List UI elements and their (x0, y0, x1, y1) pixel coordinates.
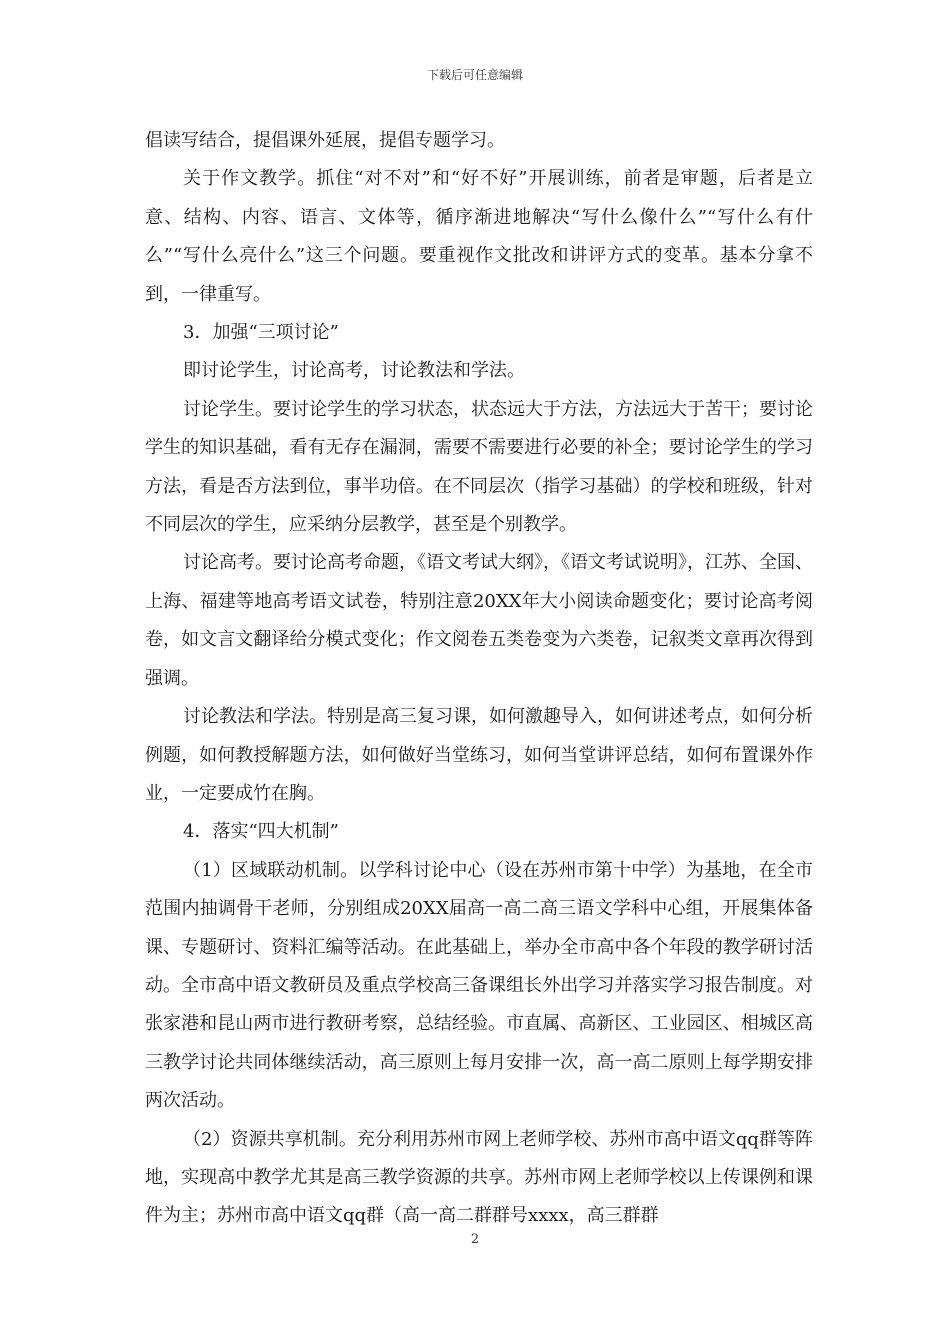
paragraph: （1）区域联动机制。以学科讨论中心（设在苏州市第十中学）为基地，在全市范围内抽调骨干老师，分别组成20XX届高一高二高三语文学科中心组，开展集体备课、专题研讨、资料汇编等活动。在此基础上，举办全市高中各个年段的教学研讨活动。全市高中语文教研员及重点学校高三备课组长外出学习并落实学习报告制度。对张家港和昆山两市进行教研考察，总结经验。市直属、高新区、工业园区、相城区高三教学讨论共同体继续活动，高三原则上每月安排一次，高一高二原则上每学期安排两次活动。 (145, 859, 813, 1112)
paragraph: （2）资源共享机制。充分利用苏州市网上老师学校、苏州市高中语文qq群等阵地，实现高中教学尤其是高三教学资源的共享。苏州市网上老师学校以上传课例和课件为主；苏州市高中语文qq群（高一高二群群号xxxx，高三群群 (145, 1128, 813, 1227)
section-heading: 4．落实“四大机制” (183, 821, 339, 843)
paragraph: 倡读写结合，提倡课外延展，提倡专题学习。 (145, 130, 505, 151)
section-heading: 3．加强“三项讨论” (183, 322, 339, 344)
page-number: 2 (470, 1232, 480, 1247)
paragraph: 讨论教法和学法。特别是高三复习课，如何激趣导入，如何讲述考点，如何分析例题，如何教授解题方法，如何做好当堂练习，如何当堂讲评总结，如何布置课外作业，一定要成竹在胸。 (145, 706, 813, 804)
paragraph: 关于作文教学。抓住“对不对”和“好不好”开展训练，前者是审题，后者是立意、结构、内容、语言、文体等，循序渐进地解决“写什么像什么”“写什么有什么”“写什么亮什么”这三个问题。要重视作文批改和讲评方式的变革。基本分拿不到，一律重写。 (145, 168, 813, 305)
paragraph: 讨论学生。要讨论学生的学习状态，状态远大于方法，方法远大于苦干；要讨论学生的知识基础，看有无存在漏洞，需要不需要进行必要的补全；要讨论学生的学习方法，看是否方法到位，事半功倍。在不同层次（指学习基础）的学校和班级，针对不同层次的学生，应采纳分层教学，甚至是个别教学。 (145, 398, 813, 536)
page-header: 下载后可任意编辑 (426, 68, 523, 82)
paragraph: 即讨论学生，讨论高考，讨论教法和学法。 (183, 360, 525, 382)
paragraph: 讨论高考。要讨论高考命题，《语文考试大纲》，《语文考试说明》，江苏、全国、上海、福建等地高考语文试卷，特别注意20XX年大小阅读命题变化；要讨论高考阅卷，如文言文翻译给分模式变化；作文阅卷五类卷变为六类卷，记叙类文章再次得到强调。 (145, 552, 813, 689)
document-body (145, 122, 813, 1236)
